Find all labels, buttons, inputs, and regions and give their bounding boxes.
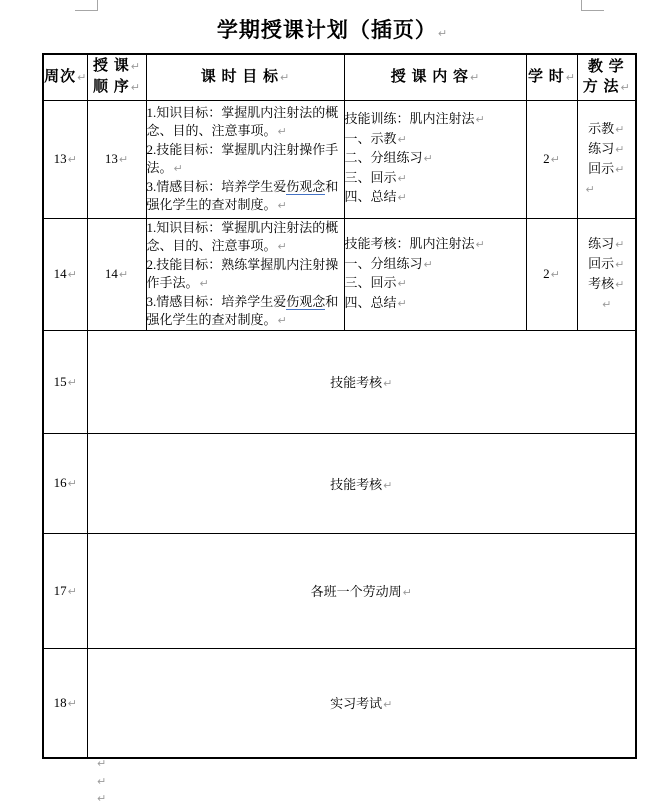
content-text: 一、分组练习 [344, 255, 423, 271]
paragraph-mark: ↵ [383, 478, 393, 492]
objective-text: 念、目的、注意事项。 [146, 122, 277, 138]
merged-text: 实习考试 [330, 696, 383, 712]
objectives-cell-13 [146, 100, 344, 218]
paragraph-mark: ↵ [67, 268, 77, 281]
paragraph-mark: ↵ [602, 298, 612, 311]
merged-cell-18 [87, 648, 636, 758]
method-text: 练习 [588, 141, 615, 156]
week-cell-14 [43, 218, 87, 330]
content-cell-13 [344, 100, 526, 218]
paragraph-mark: ↵ [615, 163, 625, 176]
empty-paragraph-mark: ↵ [97, 757, 107, 770]
method-text: 示教 [588, 121, 615, 136]
header-hours [526, 54, 577, 100]
content-text: 一、示教 [344, 130, 397, 146]
paragraph-mark: ↵ [67, 477, 77, 490]
content-cell-14 [344, 218, 526, 330]
merged-text: 技能考核 [330, 375, 383, 390]
week-value: 15 [53, 373, 67, 389]
week-value: 17 [53, 582, 67, 598]
week-value: 16 [53, 475, 67, 490]
order-value: 14 [104, 266, 118, 281]
header-method-line2: 方 法 [582, 78, 620, 95]
paragraph-mark: ↵ [67, 584, 77, 598]
content-text: 技能训练：肌内注射法 [344, 111, 475, 127]
objective-text: 2.技能目标：熟练掌握肌内注射操 [146, 256, 339, 272]
merged-text: 各班一个劳动周 [310, 584, 402, 599]
paragraph-mark: ↵ [397, 277, 407, 290]
table-row-week-17 [43, 533, 636, 648]
objective-text: 3.情感目标：培养学生爱 [146, 293, 287, 309]
paragraph-mark: ↵ [130, 81, 140, 95]
paragraph-mark: ↵ [470, 70, 480, 84]
header-week [43, 54, 87, 100]
paragraph-mark: ↵ [615, 123, 625, 136]
paragraph-mark: ↵ [67, 375, 77, 389]
paragraph-mark: ↵ [67, 696, 77, 710]
paragraph-mark: ↵ [277, 198, 287, 212]
page-title [0, 14, 664, 44]
objective-text: 作手法。 [146, 274, 199, 290]
spellcheck-underlined-text: 伤观念 [286, 293, 326, 309]
paragraph-mark: ↵ [118, 268, 129, 281]
paragraph-mark: ↵ [383, 377, 393, 390]
header-hours-label: 学 时 [528, 68, 565, 85]
page-margin-mark-left [75, 0, 98, 11]
content-text: 四、总结 [344, 294, 397, 310]
week-cell-13 [43, 100, 87, 218]
merged-cell-17 [87, 533, 636, 648]
content-text: 三、回示 [344, 169, 397, 185]
table-row-week-14 [43, 218, 636, 330]
paragraph-mark: ↵ [585, 183, 595, 196]
order-cell-14 [87, 218, 146, 330]
table-row-week-15 [43, 330, 636, 433]
objectives-cell-14 [146, 218, 344, 330]
method-cell-14 [577, 218, 636, 330]
method-text: 回示 [588, 256, 615, 271]
paragraph-mark: ↵ [199, 276, 209, 290]
hours-value: 2 [543, 151, 550, 166]
paragraph-mark: ↵ [397, 191, 407, 205]
objective-text: 强化学生的查对制度。 [146, 196, 277, 212]
objective-text: 和 [325, 293, 339, 309]
paragraph-mark: ↵ [423, 257, 433, 271]
teaching-plan-table [42, 53, 637, 759]
header-method-line1: 教 学 [587, 58, 625, 75]
objective-text: 念、目的、注意事项。 [146, 237, 277, 253]
objective-text: 法。 [146, 159, 173, 175]
objective-text: 和 [325, 178, 339, 194]
objective-text: 1.知识目标：掌握肌内注射法的概 [146, 219, 339, 235]
header-order-line2: 顺 序 [93, 79, 130, 96]
header-order-line1: 授 课 [93, 58, 130, 75]
paragraph-mark: ↵ [475, 113, 485, 127]
paragraph-mark: ↵ [277, 239, 287, 253]
paragraph-mark: ↵ [565, 70, 575, 84]
hours-cell-14 [526, 218, 577, 330]
merged-cell-16 [87, 433, 636, 533]
empty-paragraph-mark: ↵ [97, 775, 107, 788]
week-cell-15 [43, 330, 87, 433]
paragraph-mark: ↵ [118, 153, 129, 166]
spellcheck-underlined-text: 伤观念 [286, 178, 326, 194]
merged-cell-15 [87, 330, 636, 433]
paragraph-mark: ↵ [77, 70, 87, 84]
paragraph-mark: ↵ [615, 278, 625, 291]
content-text: 四、总结 [344, 189, 397, 205]
paragraph-mark: ↵ [397, 296, 407, 310]
table-row-week-13 [43, 100, 636, 218]
table-row-week-18 [43, 648, 636, 758]
method-text: 考核 [588, 276, 615, 291]
paragraph-mark: ↵ [67, 153, 77, 166]
paragraph-mark: ↵ [620, 80, 630, 94]
header-objectives [146, 54, 344, 100]
paragraph-mark: ↵ [437, 27, 448, 40]
hours-cell-13 [526, 100, 577, 218]
paragraph-mark: ↵ [550, 153, 560, 166]
header-content [344, 54, 526, 100]
paragraph-mark: ↵ [475, 238, 485, 251]
order-cell-13 [87, 100, 146, 218]
header-content-label: 授 课 内 容 [390, 68, 470, 85]
paragraph-mark: ↵ [550, 268, 560, 281]
header-objectives-label: 课 时 目 标 [200, 68, 280, 85]
table-row-week-16 [43, 433, 636, 533]
method-text: 回示 [588, 161, 615, 176]
week-value: 14 [53, 266, 67, 281]
paragraph-mark: ↵ [130, 60, 140, 74]
empty-paragraph-mark: ↵ [97, 792, 107, 805]
objective-text: 3.情感目标：培养学生爱 [146, 178, 287, 194]
merged-text: 技能考核 [330, 476, 383, 492]
paragraph-mark: ↵ [615, 258, 625, 271]
paragraph-mark: ↵ [280, 70, 290, 84]
header-order [87, 54, 146, 100]
page-title-text: 学期授课计划（插页） [216, 18, 437, 42]
week-cell-18 [43, 648, 87, 758]
paragraph-mark: ↵ [615, 238, 625, 251]
week-value: 13 [53, 151, 67, 166]
paragraph-mark: ↵ [173, 161, 183, 175]
content-text: 技能考核：肌内注射法 [344, 236, 475, 251]
week-value: 18 [53, 694, 67, 710]
hours-value: 2 [543, 266, 550, 281]
paragraph-mark: ↵ [383, 698, 393, 712]
header-week-label: 周次 [44, 68, 77, 85]
paragraph-mark: ↵ [277, 124, 287, 138]
header-method [577, 54, 636, 100]
week-cell-16 [43, 433, 87, 533]
paragraph-mark: ↵ [615, 143, 625, 156]
objective-text: 1.知识目标：掌握肌内注射法的概 [146, 104, 339, 120]
week-cell-17 [43, 533, 87, 648]
paragraph-mark: ↵ [423, 152, 433, 166]
paragraph-mark: ↵ [397, 132, 407, 146]
paragraph-mark: ↵ [402, 586, 412, 599]
objective-text: 强化学生的查对制度。 [146, 311, 277, 327]
method-cell-13 [577, 100, 636, 218]
objective-text: 2.技能目标：掌握肌内注射操作手 [146, 141, 339, 157]
paragraph-mark: ↵ [277, 313, 287, 327]
paragraph-mark: ↵ [397, 171, 407, 185]
method-text: 练习 [588, 236, 615, 251]
content-text: 三、回示 [344, 275, 397, 290]
order-value: 13 [104, 151, 118, 166]
content-text: 二、分组练习 [344, 150, 423, 166]
page-margin-mark-right [581, 0, 604, 11]
